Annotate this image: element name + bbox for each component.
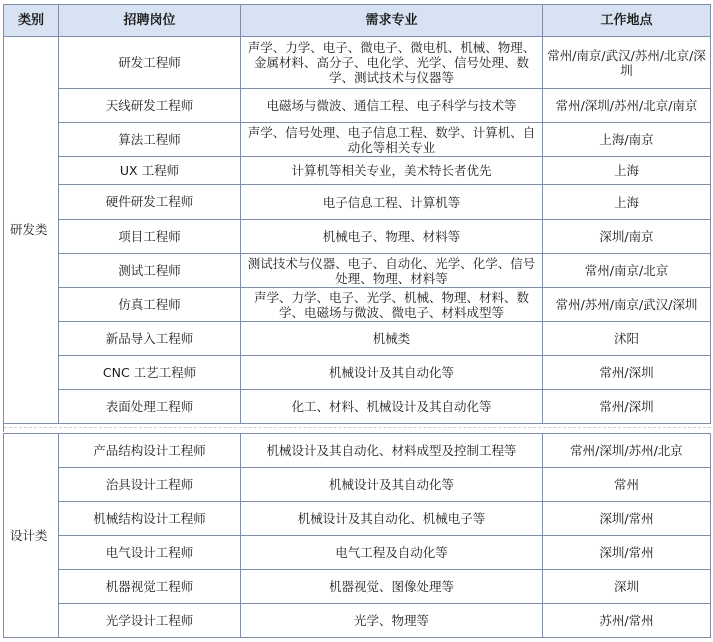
- position-cell: UX 工程师: [59, 157, 241, 185]
- position-cell: 光学设计工程师: [59, 604, 241, 638]
- major-cell: 机械设计及其自动化、材料成型及控制工程等: [241, 434, 543, 468]
- location-cell: 沭阳: [543, 322, 711, 356]
- table-row: [4, 468, 711, 502]
- major-cell: 声学、信号处理、电子信息工程、数学、计算机、自动化等相关专业: [241, 123, 543, 157]
- major-cell: 电气工程及自动化等: [241, 536, 543, 570]
- location-cell: 深圳/常州: [543, 536, 711, 570]
- location-cell: 上海: [543, 185, 711, 220]
- major-cell: 机械类: [241, 322, 543, 356]
- major-cell: 机器视觉、图像处理等: [241, 570, 543, 604]
- position-cell: 仿真工程师: [59, 288, 241, 322]
- major-cell: 计算机等相关专业，美术特长者优先: [241, 157, 543, 185]
- location-cell: 常州/深圳/苏州/北京/南京: [543, 89, 711, 123]
- major-cell: 机械设计及其自动化等: [241, 468, 543, 502]
- position-cell: 项目工程师: [59, 220, 241, 254]
- table-row: [4, 220, 711, 254]
- location-cell: 深圳: [543, 570, 711, 604]
- header-major: 需求专业: [241, 5, 543, 37]
- position-cell: 机器视觉工程师: [59, 570, 241, 604]
- location-cell: 深圳/南京: [543, 220, 711, 254]
- table-row: [4, 123, 711, 157]
- header-row: [4, 5, 711, 37]
- table-row: [4, 356, 711, 390]
- table-row: [4, 570, 711, 604]
- major-cell: 机械设计及其自动化、机械电子等: [241, 502, 543, 536]
- recruitment-table-design: [3, 433, 711, 638]
- major-cell: 光学、物理等: [241, 604, 543, 638]
- location-cell: 上海: [543, 157, 711, 185]
- major-cell: 电磁场与微波、通信工程、电子科学与技术等: [241, 89, 543, 123]
- category-cell: 研发类: [4, 37, 59, 424]
- major-cell: 化工、材料、机械设计及其自动化等: [241, 390, 543, 424]
- location-cell: 常州/深圳/苏州/北京: [543, 434, 711, 468]
- page-break-gap: [3, 424, 711, 432]
- position-cell: 硬件研发工程师: [59, 185, 241, 220]
- position-cell: 天线研发工程师: [59, 89, 241, 123]
- table-row: [4, 434, 711, 468]
- major-cell: 声学、力学、电子、微电子、微电机、机械、物理、金属材料、高分子、电化学、光学、信号处理、数学、测试技术与仪器等: [241, 37, 543, 89]
- table-row: [4, 37, 711, 89]
- position-cell: 机械结构设计工程师: [59, 502, 241, 536]
- major-cell: 机械设计及其自动化等: [241, 356, 543, 390]
- table-row: [4, 89, 711, 123]
- table-row: [4, 322, 711, 356]
- table-row: [4, 185, 711, 220]
- location-cell: 常州/深圳: [543, 356, 711, 390]
- position-cell: 治具设计工程师: [59, 468, 241, 502]
- page-break-line: [4, 427, 711, 428]
- location-cell: 常州: [543, 468, 711, 502]
- location-cell: 苏州/常州: [543, 604, 711, 638]
- major-cell: 声学、力学、电子、光学、机械、物理、材料、数学、电磁场与微波、微电子、材料成型等: [241, 288, 543, 322]
- position-cell: 新品导入工程师: [59, 322, 241, 356]
- major-cell: 机械电子、物理、材料等: [241, 220, 543, 254]
- header-category: 类别: [4, 5, 59, 37]
- table-row: [4, 536, 711, 570]
- location-cell: 上海/南京: [543, 123, 711, 157]
- location-cell: 深圳/常州: [543, 502, 711, 536]
- position-cell: CNC 工艺工程师: [59, 356, 241, 390]
- position-cell: 表面处理工程师: [59, 390, 241, 424]
- table-row: [4, 502, 711, 536]
- header-location: 工作地点: [543, 5, 711, 37]
- location-cell: 常州/苏州/南京/武汉/深圳: [543, 288, 711, 322]
- position-cell: 电气设计工程师: [59, 536, 241, 570]
- recruitment-table-rd: [3, 4, 711, 424]
- table-row: [4, 604, 711, 638]
- location-cell: 常州/深圳: [543, 390, 711, 424]
- table-row: [4, 390, 711, 424]
- major-cell: 测试技术与仪器、电子、自动化、光学、化学、信号处理、物理、材料等: [241, 254, 543, 288]
- location-cell: 常州/南京/武汉/苏州/北京/深圳: [543, 37, 711, 89]
- position-cell: 产品结构设计工程师: [59, 434, 241, 468]
- major-cell: 电子信息工程、计算机等: [241, 185, 543, 220]
- position-cell: 研发工程师: [59, 37, 241, 89]
- position-cell: 测试工程师: [59, 254, 241, 288]
- header-position: 招聘岗位: [59, 5, 241, 37]
- table-row: [4, 157, 711, 185]
- category-cell: 设计类: [4, 434, 59, 638]
- position-cell: 算法工程师: [59, 123, 241, 157]
- table-row: [4, 254, 711, 288]
- table-row: [4, 288, 711, 322]
- location-cell: 常州/南京/北京: [543, 254, 711, 288]
